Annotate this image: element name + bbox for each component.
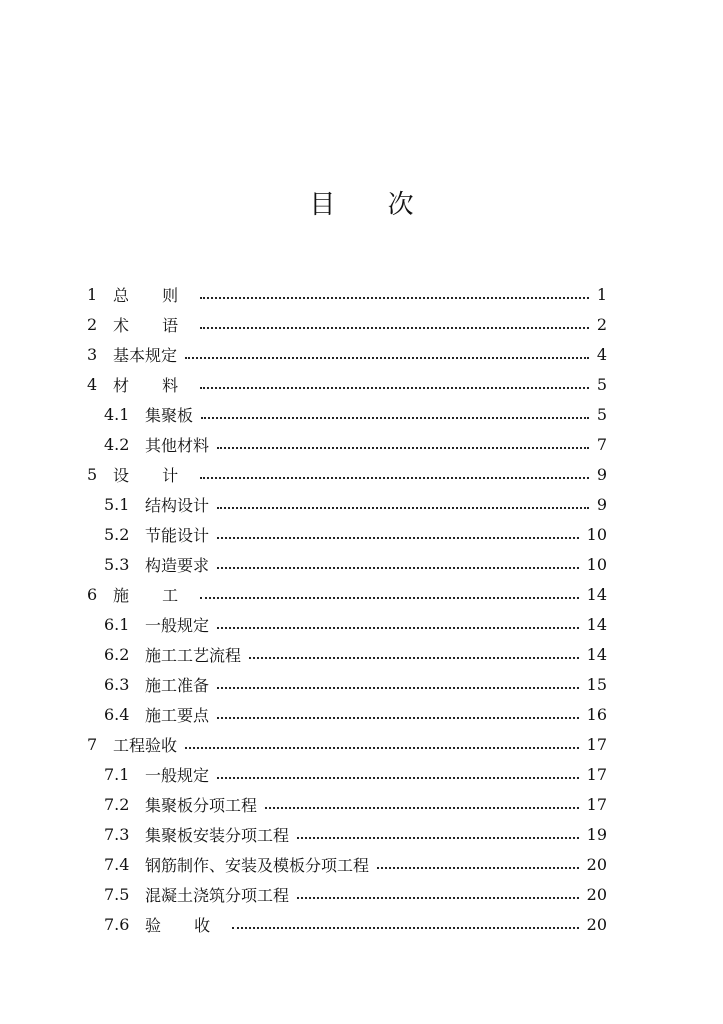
toc-entry[interactable]: [0, 849, 723, 879]
toc-leader-dots: [185, 734, 579, 754]
toc-entry[interactable]: [0, 399, 723, 429]
toc-entry-title: 集聚板: [145, 405, 194, 425]
toc-leader-dots: [265, 794, 579, 814]
toc-entry-number: 4: [87, 374, 98, 394]
toc-leader-dots: [377, 854, 579, 874]
toc-entry-number: 5: [87, 464, 98, 484]
toc-entry[interactable]: [0, 459, 723, 489]
toc-entry-title: 材 料: [113, 375, 193, 395]
toc-entry-number: 4.1: [104, 404, 130, 424]
toc-leader-dots: [200, 584, 579, 604]
toc-entry[interactable]: [0, 699, 723, 729]
toc-entry[interactable]: [0, 729, 723, 759]
toc-entry[interactable]: [0, 789, 723, 819]
toc-entry[interactable]: [0, 819, 723, 849]
toc-leader-dots: [217, 494, 589, 514]
toc-leader-dots: [217, 764, 579, 784]
toc-entry-title: 总 则: [113, 285, 193, 305]
toc-entry-title: 施工要点: [145, 705, 210, 725]
toc-leader-dots: [217, 704, 579, 724]
toc-entry-number: 5.2: [104, 524, 130, 544]
toc-entry-title: 一般规定: [145, 765, 210, 785]
toc-leader-dots: [217, 554, 579, 574]
toc-entry-number: 6.3: [104, 674, 130, 694]
toc-entry[interactable]: [0, 519, 723, 549]
toc-leader-dots: [217, 674, 579, 694]
toc-entry[interactable]: [0, 309, 723, 339]
toc-entry-title: 基本规定: [113, 345, 178, 365]
toc-entry-number: 7.4: [104, 854, 130, 874]
toc-entry-page-number: 14: [586, 584, 607, 604]
toc-entry-number: 7.3: [104, 824, 130, 844]
toc-entry-title: 一般规定: [145, 615, 210, 635]
toc-entry-number: 1: [87, 284, 98, 304]
toc-entry-page-number: 9: [596, 464, 607, 484]
toc-entry-page-number: 5: [596, 404, 607, 424]
toc-entry[interactable]: [0, 279, 723, 309]
toc-leader-dots: [200, 314, 589, 334]
toc-entry-title: 集聚板安装分项工程: [145, 825, 290, 845]
toc-entry-number: 7.2: [104, 794, 130, 814]
toc-leader-dots: [217, 614, 579, 634]
toc-entry-page-number: 2: [596, 314, 607, 334]
toc-entry[interactable]: [0, 909, 723, 939]
toc-entry-number: 7.5: [104, 884, 130, 904]
toc-entry-page-number: 7: [596, 434, 607, 454]
toc-entry-title: 施工准备: [145, 675, 210, 695]
toc-entry[interactable]: [0, 879, 723, 909]
page-title: 目 次: [309, 190, 436, 220]
toc-entry[interactable]: [0, 489, 723, 519]
toc-entry-title: 施 工: [113, 585, 193, 605]
toc-entry-title: 施工工艺流程: [145, 645, 242, 665]
toc-entry[interactable]: [0, 639, 723, 669]
toc-entry-title: 混凝土浇筑分项工程: [145, 885, 290, 905]
toc-entry-number: 6.1: [104, 614, 130, 634]
toc-entry-title: 钢筋制作、安装及模板分项工程: [145, 855, 370, 875]
toc-entry-number: 3: [87, 344, 98, 364]
toc-entry-number: 4.2: [104, 434, 130, 454]
toc-entry-title: 术 语: [113, 315, 193, 335]
toc-leader-dots: [201, 404, 589, 424]
toc-entry-page-number: 10: [586, 554, 607, 574]
toc-entry-number: 6.4: [104, 704, 130, 724]
toc-entry-number: 2: [87, 314, 98, 334]
toc-leader-dots: [185, 344, 589, 364]
toc-entry-number: 6: [87, 584, 98, 604]
toc-entry-page-number: 20: [586, 854, 607, 874]
toc-leader-dots: [297, 824, 579, 844]
toc-entry-page-number: 17: [586, 794, 607, 814]
toc-entry[interactable]: [0, 429, 723, 459]
toc-entry-page-number: 5: [596, 374, 607, 394]
toc-entry-title: 集聚板分项工程: [145, 795, 258, 815]
toc-leader-dots: [200, 284, 589, 304]
toc-entry-page-number: 14: [586, 614, 607, 634]
toc-entry-page-number: 15: [586, 674, 607, 694]
toc-entry-number: 7: [87, 734, 98, 754]
toc-entry-title: 结构设计: [145, 495, 210, 515]
toc-leader-dots: [200, 464, 589, 484]
toc-leader-dots: [217, 434, 589, 454]
toc-entry-number: 6.2: [104, 644, 130, 664]
toc-leader-dots: [217, 524, 579, 544]
table-of-contents: [0, 279, 723, 939]
toc-entry-page-number: 16: [586, 704, 607, 724]
toc-entry[interactable]: [0, 669, 723, 699]
toc-entry-page-number: 20: [586, 884, 607, 904]
toc-entry-page-number: 1: [596, 284, 607, 304]
toc-entry-title: 工程验收: [113, 735, 178, 755]
toc-entry[interactable]: [0, 339, 723, 369]
toc-leader-dots: [200, 374, 589, 394]
toc-entry-page-number: 4: [596, 344, 607, 364]
toc-entry-title: 构造要求: [145, 555, 210, 575]
toc-entry-page-number: 17: [586, 734, 607, 754]
toc-entry-page-number: 9: [596, 494, 607, 514]
toc-entry-title: 节能设计: [145, 525, 210, 545]
toc-entry-number: 7.6: [104, 914, 130, 934]
toc-entry[interactable]: [0, 549, 723, 579]
toc-leader-dots: [232, 914, 579, 934]
toc-entry-number: 7.1: [104, 764, 130, 784]
toc-entry-page-number: 17: [586, 764, 607, 784]
toc-entry-title: 设 计: [113, 465, 193, 485]
toc-entry-page-number: 19: [586, 824, 607, 844]
toc-entry[interactable]: [0, 609, 723, 639]
toc-entry-number: 5.3: [104, 554, 130, 574]
toc-entry-page-number: 10: [586, 524, 607, 544]
toc-entry[interactable]: [0, 579, 723, 609]
toc-entry-page-number: 14: [586, 644, 607, 664]
toc-entry-page-number: 20: [586, 914, 607, 934]
toc-entry[interactable]: [0, 369, 723, 399]
toc-entry-title: 其他材料: [145, 435, 210, 455]
toc-entry[interactable]: [0, 759, 723, 789]
toc-entry-title: 验 收: [145, 915, 225, 935]
toc-leader-dots: [297, 884, 579, 904]
toc-entry-number: 5.1: [104, 494, 130, 514]
toc-leader-dots: [249, 644, 579, 664]
